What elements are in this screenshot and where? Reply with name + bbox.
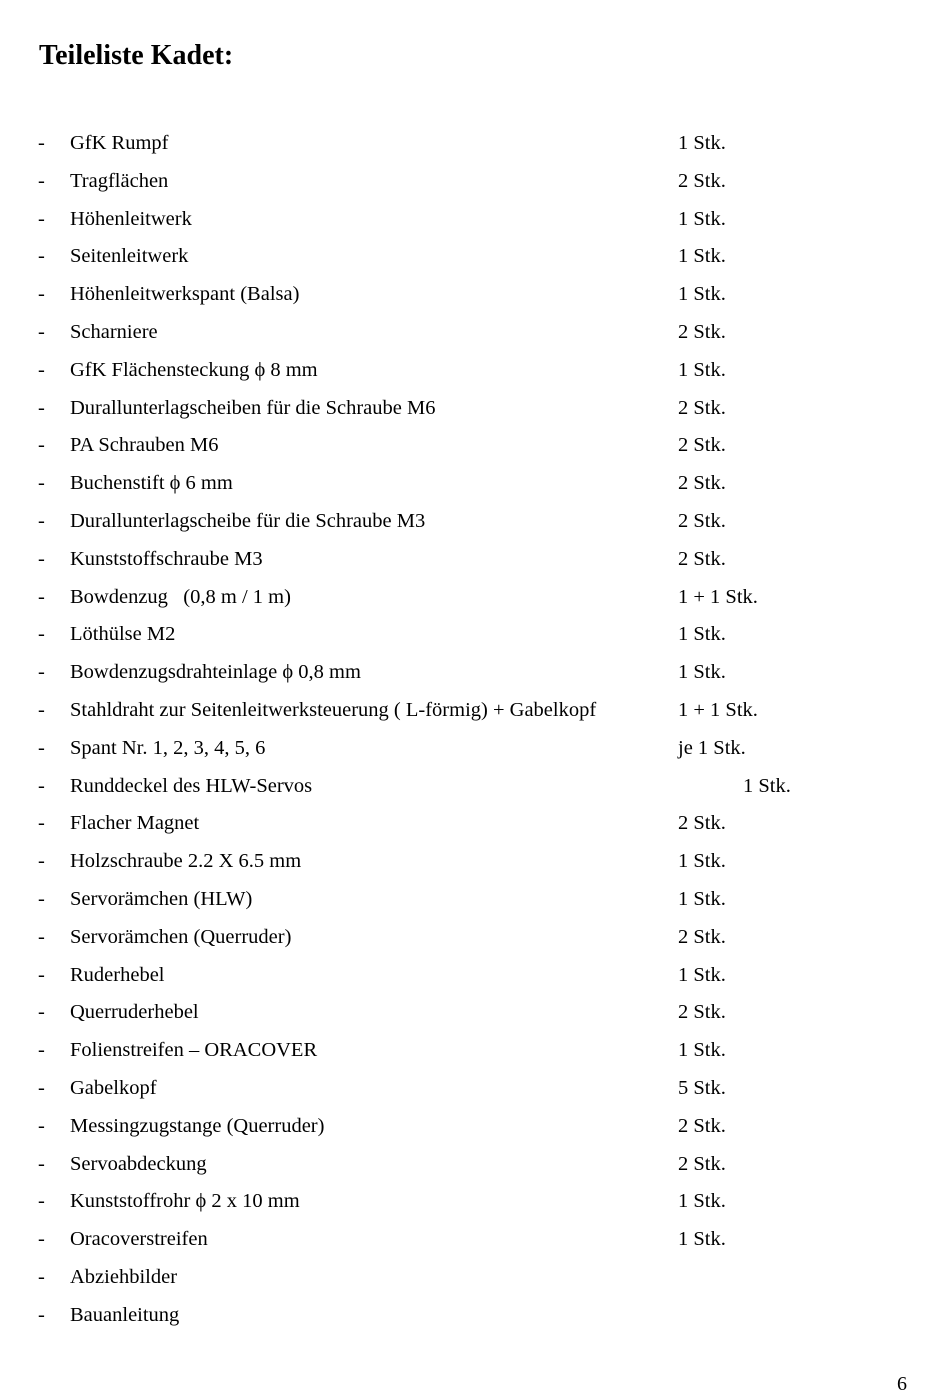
list-bullet: - <box>38 396 45 419</box>
part-quantity: 1 Stk. <box>678 207 726 230</box>
list-item <box>0 1032 950 1070</box>
list-bullet: - <box>38 623 45 646</box>
part-name: Abziehbilder <box>70 1265 178 1288</box>
list-item <box>0 201 950 239</box>
part-name: Bowdenzug (0,8 m / 1 m) <box>70 585 291 608</box>
part-quantity: 2 Stk. <box>678 547 726 570</box>
list-bullet: - <box>38 1265 45 1288</box>
part-quantity: 2 Stk. <box>678 1152 726 1175</box>
part-name: Folienstreifen – ORACOVER <box>70 1039 318 1062</box>
list-item <box>0 163 950 201</box>
part-quantity: je 1 Stk. <box>678 736 746 759</box>
part-name: Runddeckel des HLW-Servos <box>70 774 313 797</box>
part-name: Servorämchen (Querruder) <box>70 925 292 948</box>
part-quantity: 2 Stk. <box>678 509 726 532</box>
part-quantity: 1 Stk. <box>678 358 726 381</box>
part-name: Servorämchen (HLW) <box>70 887 253 910</box>
part-quantity: 1 Stk. <box>743 774 791 797</box>
list-item <box>0 1183 950 1221</box>
list-bullet: - <box>38 207 45 230</box>
list-bullet: - <box>38 320 45 343</box>
list-item <box>0 579 950 617</box>
parts-list <box>0 125 950 1335</box>
part-quantity: 1 Stk. <box>678 132 726 154</box>
list-bullet: - <box>38 283 45 306</box>
list-item <box>0 541 950 579</box>
list-bullet: - <box>38 925 45 948</box>
part-name: Höhenleitwerk <box>70 207 192 230</box>
part-name: Kunststoffschraube M3 <box>70 547 263 570</box>
list-bullet: - <box>38 434 45 457</box>
document-title: Teileliste Kadet: <box>39 40 234 71</box>
list-bullet: - <box>38 547 45 570</box>
list-item <box>0 654 950 692</box>
part-name: Querruderhebel <box>70 1001 199 1024</box>
list-bullet: - <box>38 1076 45 1099</box>
list-item <box>0 768 950 806</box>
list-bullet: - <box>38 1001 45 1024</box>
list-item <box>0 730 950 768</box>
part-quantity: 2 Stk. <box>678 169 726 192</box>
part-quantity: 2 Stk. <box>678 434 726 457</box>
part-quantity: 1 Stk. <box>678 887 726 910</box>
list-item <box>0 1070 950 1108</box>
list-bullet: - <box>38 850 45 873</box>
part-name: Bowdenzugsdrahteinlage ϕ 0,8 mm <box>70 661 361 684</box>
list-bullet: - <box>38 661 45 684</box>
part-name: Servoabdeckung <box>70 1152 207 1175</box>
part-name: Gabelkopf <box>70 1076 157 1099</box>
list-bullet: - <box>38 736 45 759</box>
part-name: Scharniere <box>70 320 158 343</box>
list-item <box>0 314 950 352</box>
part-name: Stahldraht zur Seitenleitwerksteuerung ( L-förmig) + Gabelkopf <box>70 698 597 721</box>
list-item <box>0 427 950 465</box>
list-item <box>0 1259 950 1297</box>
list-item <box>0 616 950 654</box>
part-name: Messingzugstange (Querruder) <box>70 1114 325 1137</box>
list-bullet: - <box>38 1152 45 1175</box>
list-item <box>0 994 950 1032</box>
list-bullet: - <box>38 1228 45 1251</box>
part-quantity: 2 Stk. <box>678 396 726 419</box>
list-bullet: - <box>38 698 45 721</box>
part-name: Löthülse M2 <box>70 623 176 646</box>
list-item <box>0 1297 950 1335</box>
part-name: Seitenleitwerk <box>70 245 189 268</box>
list-item <box>0 1146 950 1184</box>
part-quantity: 2 Stk. <box>678 925 726 948</box>
part-quantity: 1 Stk. <box>678 963 726 986</box>
list-bullet: - <box>38 1190 45 1213</box>
list-bullet: - <box>38 1114 45 1137</box>
part-name: Ruderhebel <box>70 963 165 986</box>
part-quantity: 1 Stk. <box>678 1039 726 1062</box>
list-item <box>0 805 950 843</box>
list-item <box>0 503 950 541</box>
list-item <box>0 1108 950 1146</box>
list-bullet: - <box>38 472 45 495</box>
list-bullet: - <box>38 887 45 910</box>
list-bullet: - <box>38 1039 45 1062</box>
part-name: Höhenleitwerkspant (Balsa) <box>70 283 300 306</box>
list-bullet: - <box>38 509 45 532</box>
part-quantity: 1 Stk. <box>678 850 726 873</box>
list-item <box>0 957 950 995</box>
part-quantity: 2 Stk. <box>678 812 726 835</box>
part-quantity: 1 + 1 Stk. <box>678 585 758 608</box>
part-quantity: 1 Stk. <box>678 1228 726 1251</box>
part-quantity: 1 Stk. <box>678 623 726 646</box>
list-bullet: - <box>38 963 45 986</box>
list-item <box>0 1221 950 1259</box>
part-name: PA Schrauben M6 <box>70 434 219 457</box>
list-item <box>0 125 950 163</box>
list-item <box>0 238 950 276</box>
list-item <box>0 692 950 730</box>
list-item <box>0 390 950 428</box>
list-bullet: - <box>38 132 45 154</box>
part-quantity: 1 + 1 Stk. <box>678 698 758 721</box>
part-name: Durallunterlagscheibe für die Schraube M3 <box>70 509 426 532</box>
part-name: GfK Flächensteckung ϕ 8 mm <box>70 358 318 381</box>
list-item <box>0 919 950 957</box>
list-item <box>0 881 950 919</box>
part-quantity: 2 Stk. <box>678 472 726 495</box>
list-bullet: - <box>38 585 45 608</box>
part-quantity: 1 Stk. <box>678 661 726 684</box>
list-bullet: - <box>38 1303 45 1326</box>
part-name: Tragflächen <box>70 169 169 192</box>
list-bullet: - <box>38 774 45 797</box>
part-name: Kunststoffrohr ϕ 2 x 10 mm <box>70 1190 300 1213</box>
part-quantity: 1 Stk. <box>678 1190 726 1213</box>
part-name: GfK Rumpf <box>70 132 169 154</box>
part-quantity: 2 Stk. <box>678 1114 726 1137</box>
list-item <box>0 352 950 390</box>
list-bullet: - <box>38 812 45 835</box>
part-name: Oracoverstreifen <box>70 1228 208 1251</box>
part-quantity: 2 Stk. <box>678 320 726 343</box>
list-item <box>0 276 950 314</box>
part-quantity: 5 Stk. <box>678 1076 726 1099</box>
part-name: Durallunterlagscheiben für die Schraube M6 <box>70 396 436 419</box>
list-item <box>0 843 950 881</box>
part-name: Bauanleitung <box>70 1303 180 1326</box>
part-name: Spant Nr. 1, 2, 3, 4, 5, 6 <box>70 736 266 759</box>
list-item <box>0 465 950 503</box>
part-name: Flacher Magnet <box>70 812 200 835</box>
part-name: Holzschraube 2.2 X 6.5 mm <box>70 850 302 873</box>
page-number: 6 <box>897 1373 907 1395</box>
part-quantity: 2 Stk. <box>678 1001 726 1024</box>
list-bullet: - <box>38 358 45 381</box>
part-quantity: 1 Stk. <box>678 283 726 306</box>
part-name: Buchenstift ϕ 6 mm <box>70 472 233 495</box>
list-bullet: - <box>38 169 45 192</box>
list-bullet: - <box>38 245 45 268</box>
part-quantity: 1 Stk. <box>678 245 726 268</box>
